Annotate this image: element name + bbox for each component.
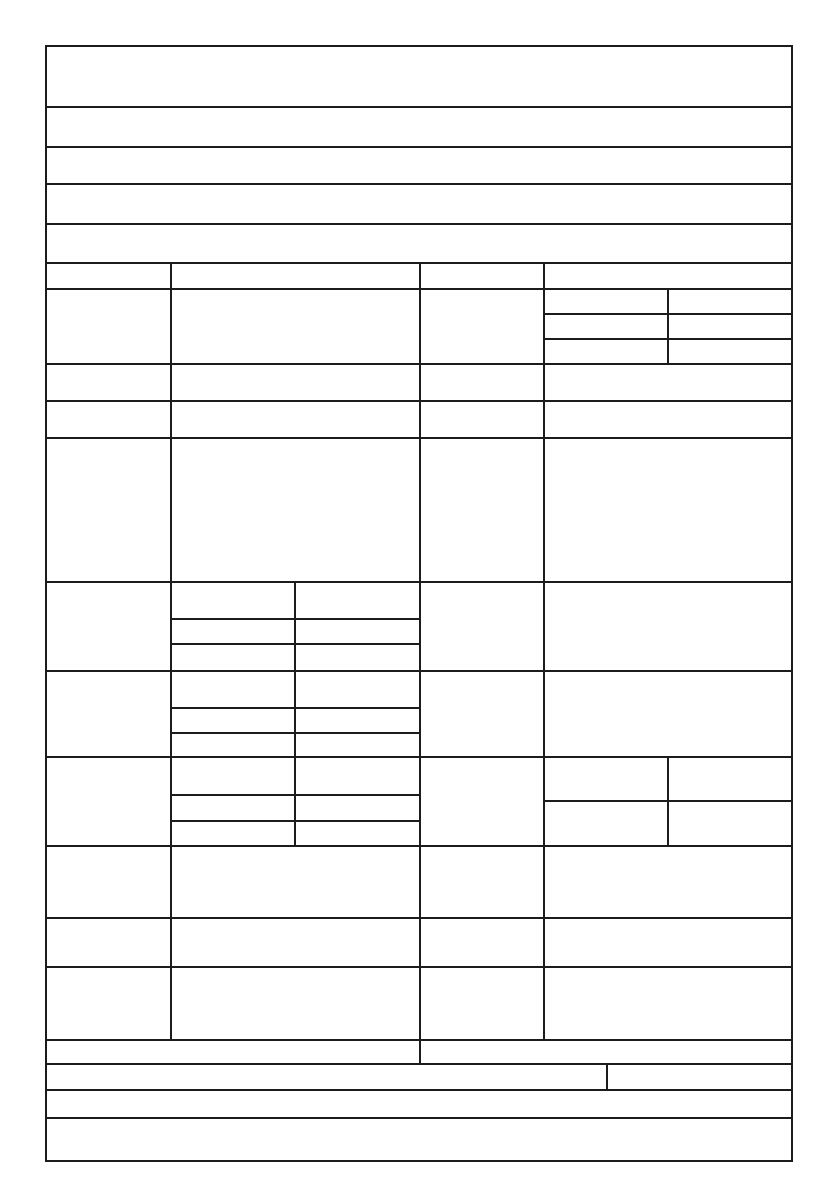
form-sub-row	[545, 315, 791, 340]
form-cell	[47, 290, 172, 363]
form-cell	[172, 968, 421, 1039]
form-cell	[421, 290, 545, 363]
form-cell	[47, 758, 172, 845]
form-sub-row	[172, 822, 419, 845]
form-sub-row	[545, 290, 791, 315]
form-cell	[421, 365, 545, 400]
form-sub-cell	[172, 620, 296, 643]
form-row	[47, 402, 791, 439]
form-cell	[47, 185, 791, 223]
form-row	[47, 1091, 791, 1119]
form-cell	[421, 439, 545, 581]
form-row	[47, 439, 791, 583]
form-cell	[47, 1041, 421, 1063]
form-row	[47, 1119, 791, 1160]
form-sub-table	[172, 758, 421, 845]
form-cell	[421, 968, 545, 1039]
form-cell	[47, 583, 172, 670]
form-row	[47, 365, 791, 402]
form-cell	[172, 290, 421, 363]
form-cell	[47, 225, 791, 262]
form-header-row	[47, 264, 791, 290]
form-row	[47, 968, 791, 1041]
form-sub-row	[172, 583, 419, 620]
form-sub-table	[172, 583, 421, 670]
form-sub-table	[545, 758, 791, 845]
form-cell	[608, 1065, 791, 1089]
form-cell	[47, 1091, 791, 1117]
form-cell	[545, 439, 791, 581]
form-row	[47, 758, 791, 847]
form-cell	[545, 672, 791, 756]
form-sub-cell	[172, 822, 296, 845]
form-cell	[421, 402, 545, 437]
form-cell	[47, 108, 791, 146]
form-sub-cell	[172, 672, 296, 707]
form-sub-row	[545, 340, 791, 363]
form-row	[47, 919, 791, 968]
form-cell	[545, 968, 791, 1039]
form-cell	[545, 919, 791, 966]
form-cell	[545, 583, 791, 670]
form-row	[47, 847, 791, 919]
form-row	[47, 1041, 791, 1065]
form-row	[47, 185, 791, 225]
form-sub-cell	[172, 758, 296, 794]
form-cell	[47, 439, 172, 581]
form-sub-row	[172, 709, 419, 734]
form-row	[47, 148, 791, 185]
form-row	[47, 225, 791, 264]
form-cell	[47, 264, 172, 288]
form-cell	[545, 264, 791, 288]
form-cell	[47, 847, 172, 917]
form-sub-cell	[172, 709, 296, 732]
form-cell	[47, 919, 172, 966]
form-cell	[421, 264, 545, 288]
form-sub-row	[545, 758, 791, 802]
form-sub-row	[172, 734, 419, 756]
form-row	[47, 672, 791, 758]
form-sub-cell	[545, 315, 669, 338]
form-cell	[421, 758, 545, 845]
form-cell	[172, 847, 421, 917]
form-row	[47, 108, 791, 148]
form-cell	[545, 402, 791, 437]
form-table	[45, 45, 793, 1162]
form-sub-row	[172, 758, 419, 796]
form-sub-cell	[545, 340, 669, 363]
form-sub-row	[172, 620, 419, 645]
form-sub-cell	[172, 645, 296, 670]
form-sub-row	[172, 645, 419, 670]
form-cell	[172, 439, 421, 581]
form-sub-cell	[545, 802, 669, 845]
form-cell	[172, 264, 421, 288]
form-sub-row	[545, 802, 791, 845]
form-row	[47, 290, 791, 365]
form-sub-cell	[545, 290, 669, 313]
form-sub-cell	[172, 734, 296, 756]
form-cell	[47, 47, 791, 106]
form-cell	[47, 968, 172, 1039]
form-cell	[172, 919, 421, 966]
form-sub-cell	[172, 796, 296, 820]
form-cell	[421, 847, 545, 917]
form-cell	[545, 847, 791, 917]
form-cell	[545, 365, 791, 400]
form-cell	[172, 402, 421, 437]
form-sub-cell	[172, 583, 296, 618]
form-cell	[421, 583, 545, 670]
form-cell	[421, 672, 545, 756]
form-cell	[47, 148, 791, 183]
form-cell	[47, 1119, 791, 1160]
form-sub-row	[172, 796, 419, 822]
form-row	[47, 583, 791, 672]
form-sub-table	[545, 290, 791, 363]
form-cell	[47, 1065, 608, 1089]
form-cell	[47, 365, 172, 400]
form-cell	[172, 365, 421, 400]
form-row	[47, 1065, 791, 1091]
form-cell	[421, 1041, 791, 1063]
form-sub-table	[172, 672, 421, 756]
form-row	[47, 47, 791, 108]
form-cell	[47, 672, 172, 756]
form-sub-row	[172, 672, 419, 709]
form-cell	[47, 402, 172, 437]
form-sub-cell	[545, 758, 669, 800]
form-cell	[421, 919, 545, 966]
